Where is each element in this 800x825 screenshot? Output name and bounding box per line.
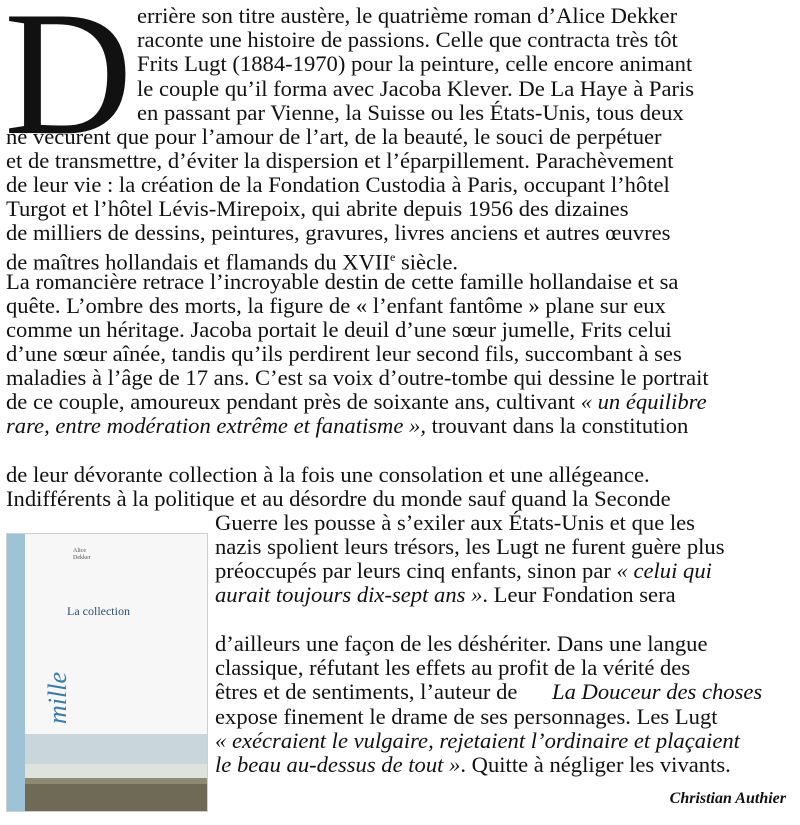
text-line: de milliers de dessins, peintures, gravures, livres anciens et autres œuvres [6,220,671,245]
painting-ground [25,782,207,811]
text-line: La romancière retrace l’incroyable destin de cette famille hollandaise et sa [6,269,679,294]
text-line: d’ailleurs une façon de les déshériter. Dans une langue [215,631,708,656]
cover-spine-band [7,534,25,811]
text-span: de maîtres hollandais et flamands du XVII [6,249,390,275]
book-title-italic: La Douceur des choses [552,679,763,704]
text-span: . Quitte à négliger les vivants. [460,752,731,777]
text-line: maladies à l’âge de 17 ans. C’est sa voix d’outre-tombe qui dessine le portrait [6,365,709,390]
text-line: nazis spolient leurs trésors, les Lugt ne furent guère plus [215,534,725,559]
text-line: ne vécurent que pour l’amour de l’art, de la beauté, le souci de perpétuer [6,124,662,149]
text-line: de leur vie : la création de la Fondation Custodia à Paris, occupant l’hôtel [6,172,670,197]
text-line: d’une sœur aînée, tandis qu’ils perdirent leur second fils, succombant à ses [6,341,682,366]
text-span: préoccupés par leurs cinq enfants, sinon par [215,558,617,583]
text-span: . Leur Fondation sera [482,582,676,607]
superscript: e [389,250,396,264]
quote-italic: « celui qui [616,558,712,583]
text-line: Frits Lugt (1884-1970) pour la peinture, celle encore animant [137,51,693,76]
text-line: comme un héritage. Jacoba portait le deuil d’une sœur jumelle, Frits celui [6,317,672,342]
cover-painting [25,734,207,811]
painting-town [25,778,207,784]
text-line [552,680,762,704]
text-line [6,414,688,438]
quote-italic: « un équilibre [580,389,707,414]
text-line: et de transmettre, d’éviter la dispersion et l’éparpillement. Parachèvement [6,148,674,173]
quote-italic: « exécraient le vulgaire, rejetaient l’ordinaire et plaçaient [215,728,740,753]
cover-title: La collection [67,604,130,618]
text-line: errière son titre austère, le quatrième roman d’Alice Dekker [137,3,678,28]
text-line: quête. L’ombre des morts, la figure de « l’enfant fantôme » plane sur eux [6,293,666,318]
text-line: Guerre les pousse à s’exiler aux États-Unis et que les [215,510,695,535]
text-line: le couple qu’il forma avec Jacoba Klever. De La Haye à Paris [137,76,695,101]
text-line: Indifférents à la politique et au désordre du monde sauf quand la Seconde [6,486,671,511]
text-line: de leur dévorante collection à la fois une consolation et une allégeance. [6,462,650,487]
text-span: de ce couple, amoureux pendant près de soixante ans, cultivant [6,389,581,414]
text-line [215,753,731,777]
text-line: raconte une histoire de passions. Celle que contracta très tôt [137,27,678,52]
text-line: en passant par Vienne, la Suisse ou les États-Unis, tous deux [137,100,684,125]
drop-cap: D [4,0,133,172]
text-line [215,583,676,607]
text-line: êtres et de sentiments, l’auteur de [215,679,518,704]
text-span: trouvant dans la constitution [425,413,689,438]
author-signature: Christian Authier [669,790,786,807]
text-line [215,729,740,753]
text-line [6,390,707,414]
text-line: expose finement le drame de ses personnages. Les Lugt [215,704,718,729]
text-line: Turgot et l’hôtel Lévis-Mirepoix, qui abrite depuis 1956 des dizaines [6,196,629,221]
quote-italic: rare, entre modération extrême et fanatisme », [6,413,426,438]
text-line: classique, réfutant les effets au profit de la vérité des [215,655,691,680]
cover-spine-text: mille [43,672,72,724]
quote-italic: aurait toujours dix-sept ans » [215,582,483,607]
painting-horizon [25,764,207,778]
text-span: siècle. [395,249,459,275]
quote-italic: le beau au-dessus de tout » [215,752,461,777]
cover-author: Alice Dekker [73,548,91,561]
text-line [215,559,712,583]
text-line [6,245,458,275]
book-cover-image [6,533,208,812]
